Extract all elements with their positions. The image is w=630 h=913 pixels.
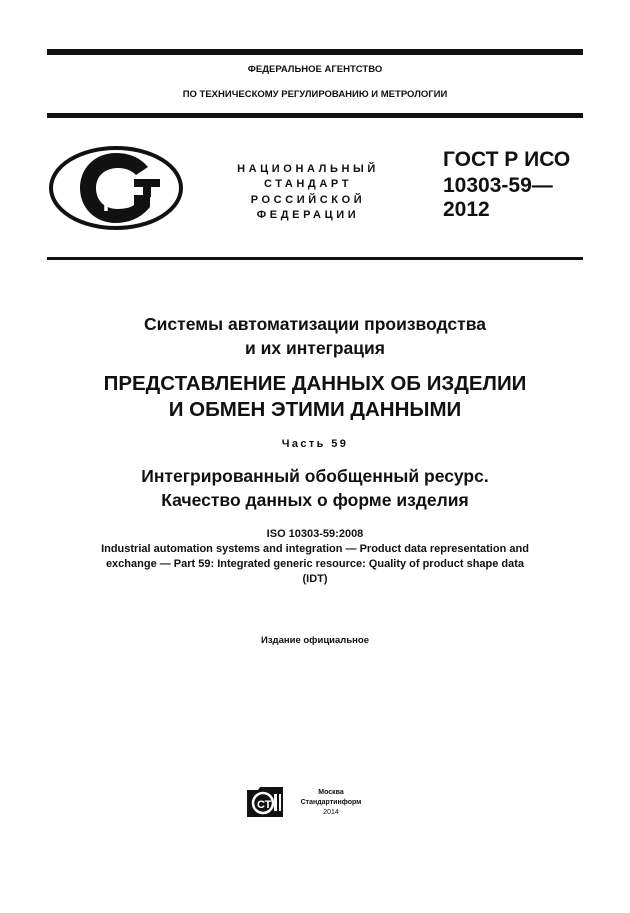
publisher-city: Москва: [318, 789, 344, 796]
iso-title-line-3: (IDT): [302, 573, 328, 585]
agency-line-2: ПО ТЕХНИЧЕСКОМУ РЕГУЛИРОВАНИЮ И МЕТРОЛОГИИ: [182, 89, 448, 100]
iso-title-line-1: Industrial automation systems and integration — Product data representation and: [101, 543, 529, 555]
designation-line-3: 2012: [443, 198, 490, 221]
iso-reference: [40, 527, 590, 587]
designation-line-1: ГОСТ Р ИСО: [443, 148, 571, 171]
national-standard-label: [222, 162, 394, 223]
publisher-year: 2014: [323, 809, 339, 816]
series-title: [47, 312, 583, 360]
svg-text:СТ: СТ: [257, 799, 272, 811]
standartinform-logo-icon: [246, 786, 284, 818]
natstd-line-2: СТАНДАРТ: [263, 178, 353, 191]
iso-code: ISO 10303-59:2008: [266, 528, 364, 540]
part-label: Часть 59: [281, 438, 349, 450]
top-rule: [47, 49, 583, 55]
standard-designation: [443, 146, 593, 221]
series-title-line-1: Системы автоматизации производства: [144, 314, 486, 334]
part-title-line-2: Качество данных о форме изделия: [161, 490, 469, 510]
agency-line-1: ФЕДЕРАЛЬНОЕ АГЕНТСТВО: [247, 64, 383, 75]
part-title: [47, 464, 583, 512]
main-title-line-1: ПРЕДСТАВЛЕНИЕ ДАННЫХ ОБ ИЗДЕЛИИ: [103, 372, 527, 395]
natstd-line-4: ФЕДЕРАЦИИ: [256, 208, 360, 221]
natstd-line-3: РОССИЙСКОЙ: [250, 193, 366, 206]
title-block-rule: [47, 257, 583, 260]
publisher-info: [292, 788, 370, 818]
iso-title-line-2: exchange — Part 59: Integrated generic resource: Quality of product shape data: [105, 558, 525, 570]
part-title-line-1: Интегрированный обобщенный ресурс.: [141, 466, 489, 486]
publisher-name: Стандартинформ: [300, 799, 362, 806]
header-bottom-rule: [47, 113, 583, 118]
gost-r-certification-mark-icon: [48, 145, 184, 231]
designation-line-2: 10303-59—: [443, 174, 553, 197]
main-title: [30, 371, 600, 423]
edition-label: Издание официальное: [261, 635, 369, 646]
natstd-line-1: НАЦИОНАЛЬНЫЙ: [237, 163, 379, 175]
series-title-line-2: и их интеграция: [244, 338, 386, 358]
main-title-line-2: И ОБМЕН ЭТИМИ ДАННЫМИ: [168, 398, 462, 421]
